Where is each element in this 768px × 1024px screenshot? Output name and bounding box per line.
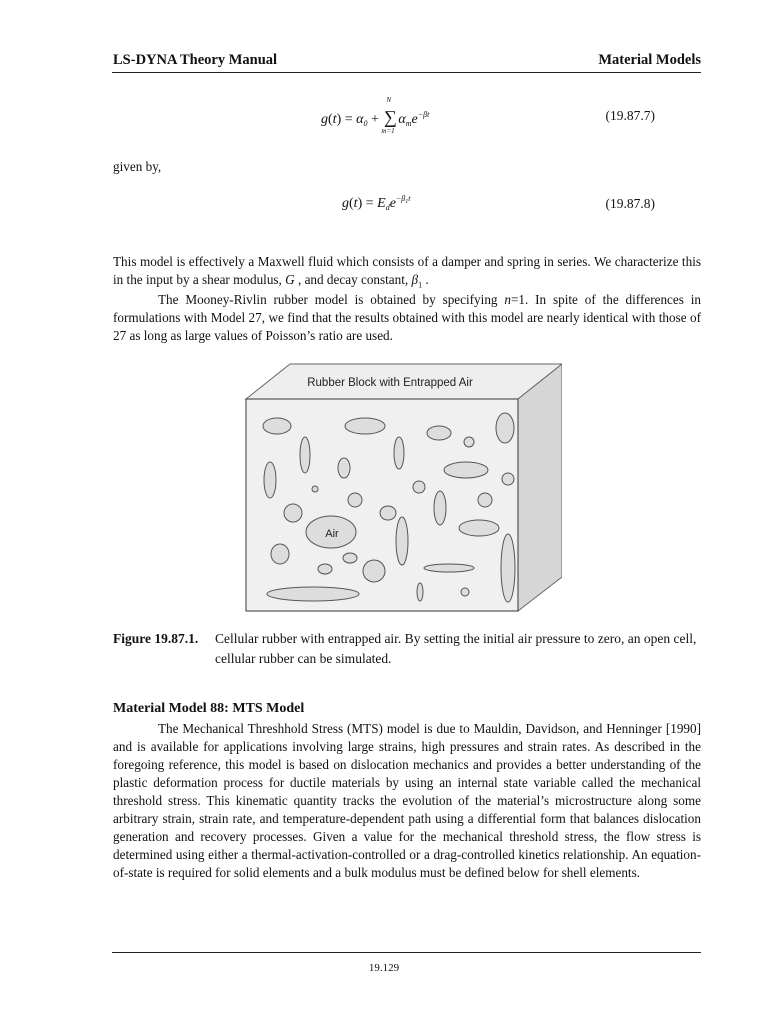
air-bubble bbox=[424, 564, 474, 572]
rubber-block-drawing bbox=[244, 363, 562, 613]
equation-formula: $g(t) = E_de^{-\beta_1t}$ bbox=[342, 194, 411, 212]
equation-19-87-7 bbox=[113, 98, 701, 138]
figure-title: Rubber Block with Entrapped Air bbox=[307, 377, 473, 389]
equation-number: (19.87.8) bbox=[605, 196, 655, 211]
air-bubble bbox=[459, 520, 499, 536]
air-bubble bbox=[502, 473, 514, 485]
page-number: 19.129 bbox=[368, 962, 400, 974]
air-bubble bbox=[300, 437, 310, 473]
air-bubble bbox=[284, 504, 302, 522]
air-bubble bbox=[444, 462, 488, 478]
air-bubble bbox=[501, 534, 515, 602]
paragraph-maxwell: This model is effectively a Maxwell fluid which consists of a damper and spring in series. We characterize this in the input by a shear modulus, G , and decay constant, $\beta_1$ . bbox=[113, 254, 701, 290]
footer-rule bbox=[112, 952, 701, 953]
air-bubble bbox=[413, 481, 425, 493]
air-bubble bbox=[343, 553, 357, 563]
text-given-by: given by, bbox=[113, 159, 162, 174]
air-bubble bbox=[478, 493, 492, 507]
air-bubble bbox=[312, 486, 318, 492]
air-bubble bbox=[496, 413, 514, 443]
equation-number: (19.87.7) bbox=[605, 108, 655, 123]
air-bubble bbox=[464, 437, 474, 447]
figure-caption-text: Cellular rubber with entrapped air. By setting the initial air pressure to zero, an open cell, cellular rubber can be simulated. bbox=[215, 631, 697, 666]
air-bubble bbox=[263, 418, 291, 434]
air-bubble bbox=[461, 588, 469, 596]
section-body: The Mechanical Threshhold Stress (MTS) model is due to Mauldin, Davidson, and Henninger [1990] and is available for applications involving large strains, high pressures and strain rates. As described in the foregoing reference, this model is based on dislocation mechanics and provides a better understanding of the plastic deformation process for ductile materials by using an internal state variable called the mechanical threshold stress. This kinematic quantity tracks the evolution of the material’s microstructure along some arbitrary strain, strain rate, and temperature-dependent path using a differential form that balances dislocation generation and recovery processes. Given a value for the mechanical threshold stress, the flow stress is determined using either a thermal-activation-controlled or a drag-controlled kinetics relationship. An equation-of-state is required for solid elements and a bulk modulus must be defined below for shell elements. bbox=[113, 721, 701, 880]
air-bubble bbox=[318, 564, 332, 574]
header-rule bbox=[112, 72, 701, 73]
page-header bbox=[113, 51, 701, 69]
air-bubble bbox=[394, 437, 404, 469]
header-manual-title: LS-DYNA Theory Manual bbox=[113, 52, 278, 68]
section-title: Material Model 88: MTS Model bbox=[113, 701, 305, 716]
air-bubble bbox=[264, 462, 276, 498]
air-bubble bbox=[417, 583, 423, 601]
air-bubble bbox=[271, 544, 289, 564]
air-bubble bbox=[267, 587, 359, 601]
air-bubble bbox=[348, 493, 362, 507]
equation-19-87-8 bbox=[113, 190, 701, 220]
air-bubble bbox=[338, 458, 350, 478]
paragraph-mooney-rivlin: The Mooney-Rivlin rubber model is obtained by specifying n=1. In spite of the differences in formulations with Model 27, we find that the results obtained with this model are nearly identical with those of 27 as long as large values of Poisson’s ratio are used. bbox=[113, 292, 701, 343]
header-section-title: Material Models bbox=[598, 52, 701, 68]
equation-formula: $g(t) = \alpha_0$ + N ∑ m=1 $\alpha_me^{-\beta t}$ bbox=[321, 96, 430, 135]
air-bubble bbox=[434, 491, 446, 525]
air-bubble bbox=[380, 506, 396, 520]
air-bubble bbox=[345, 418, 385, 434]
figure-caption-label: Figure 19.87.1. bbox=[113, 631, 199, 646]
air-bubble bbox=[363, 560, 385, 582]
air-bubble bbox=[396, 517, 408, 565]
air-bubble bbox=[427, 426, 451, 440]
air-label: Air bbox=[325, 528, 339, 540]
figure-rubber-block bbox=[244, 363, 562, 613]
block-side-face bbox=[518, 364, 562, 611]
